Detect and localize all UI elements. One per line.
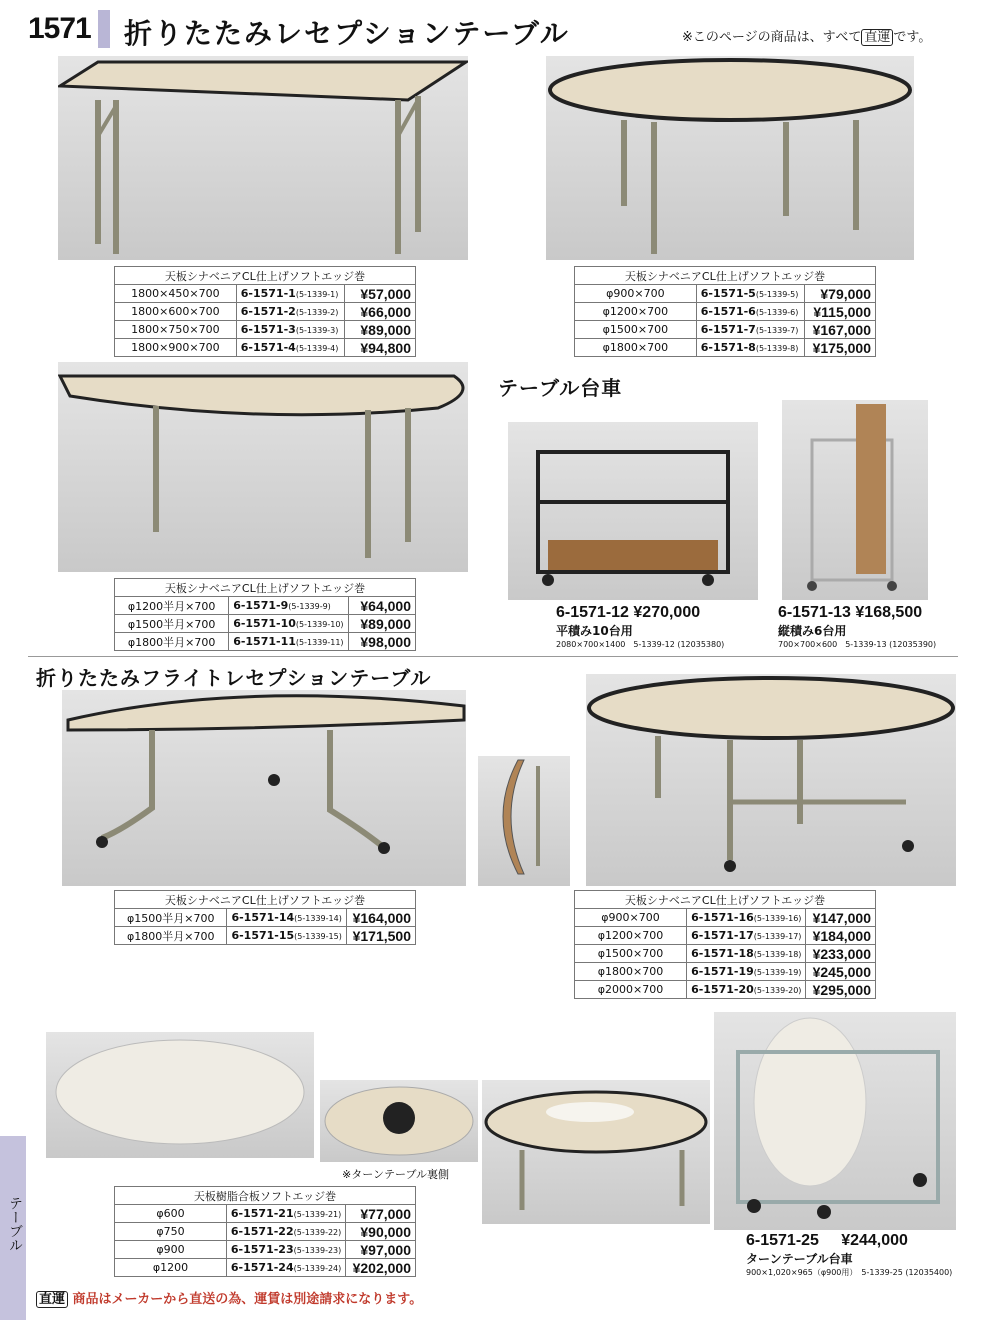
table-header: 天板シナベニアCL仕上げソフトエッジ巻 — [115, 579, 416, 597]
code: 6-1571-4 — [240, 341, 296, 354]
table-row — [575, 981, 876, 999]
price-cell: ¥64,000 — [348, 597, 415, 615]
table-row — [575, 321, 876, 339]
vertical-cart-label — [778, 604, 936, 650]
note-prefix: ※このページの商品は、すべて — [682, 30, 862, 45]
code-cell — [227, 927, 346, 945]
code-cell — [227, 909, 346, 927]
ref: (5-1339-10) — [295, 620, 344, 629]
table-row — [575, 927, 876, 945]
code: 6-1571-20 — [691, 983, 754, 996]
note-suffix: です。 — [893, 30, 932, 45]
cart-price: ¥244,000 — [841, 1232, 908, 1249]
cart-desc: 平積み10台用 — [556, 624, 633, 638]
half-spec-table — [114, 578, 416, 651]
ref: (5-1339-9) — [288, 602, 331, 611]
footer-note — [36, 1288, 422, 1307]
ref: (5-1339-3) — [295, 326, 339, 335]
code: 6-1571-2 — [240, 305, 296, 318]
price-cell: ¥79,000 — [804, 285, 875, 303]
price-cell: ¥167,000 — [804, 321, 875, 339]
code-cell — [226, 1223, 345, 1241]
size-cell: φ900×700 — [575, 909, 687, 927]
code: 6-1571-21 — [230, 1207, 294, 1220]
cart-spec: 700×700×600 5-1339-13 (12035390) — [778, 640, 937, 649]
code-cell — [226, 1205, 345, 1223]
table-row — [115, 1223, 416, 1241]
turntable-top-photo — [46, 1032, 314, 1158]
direct-shipping-note — [682, 26, 931, 45]
ref: (5-1339-22) — [293, 1228, 342, 1237]
price-cell: ¥115,000 — [804, 303, 875, 321]
size-cell: 1800×450×700 — [115, 285, 237, 303]
table-header: 天板シナベニアCL仕上げソフトエッジ巻 — [115, 267, 416, 285]
table-row — [115, 597, 416, 615]
code-cell — [696, 339, 804, 357]
ref: (5-1339-5) — [755, 290, 799, 299]
code-cell — [236, 303, 344, 321]
round-table-photo — [546, 56, 914, 260]
code-cell — [696, 321, 804, 339]
code-cell — [687, 945, 806, 963]
turntable-back-caption: ※ターンテーブル裏側 — [342, 1168, 450, 1181]
code-cell — [687, 963, 806, 981]
side-tab-label: テーブル — [7, 1196, 23, 1252]
ref: (5-1339-14) — [294, 914, 342, 923]
turntable-back-photo — [320, 1080, 478, 1162]
table-row — [115, 1205, 416, 1223]
round-spec-table — [574, 266, 876, 357]
size-cell: 1800×900×700 — [115, 339, 237, 357]
price-cell: ¥295,000 — [806, 981, 876, 999]
ref: (5-1339-17) — [753, 932, 802, 941]
code-cell — [236, 339, 344, 357]
table-row — [115, 339, 416, 357]
code-cell — [236, 285, 344, 303]
turntable-spec-table — [114, 1186, 416, 1277]
vertical-cart-photo — [782, 400, 928, 600]
code: 6-1571-18 — [691, 947, 754, 960]
page-number: 1571 — [28, 12, 91, 45]
code-cell — [226, 1241, 345, 1259]
turntable-on-table-photo — [482, 1080, 710, 1224]
table-row — [115, 633, 416, 651]
ref: (5-1339-24) — [293, 1264, 342, 1273]
table-header: 天板樹脂合板ソフトエッジ巻 — [115, 1187, 416, 1205]
price-cell: ¥202,000 — [346, 1259, 416, 1277]
cart-code: 6-1571-25 — [746, 1232, 819, 1249]
code: 6-1571-5 — [700, 287, 756, 300]
code-cell — [229, 633, 348, 651]
page-number-bar — [98, 10, 110, 48]
code: 6-1571-10 — [233, 617, 296, 630]
code: 6-1571-23 — [230, 1243, 294, 1256]
category-side-tab — [0, 1136, 26, 1320]
flat-cart-photo — [508, 422, 758, 600]
cart-section-title: テーブル台車 — [498, 376, 623, 400]
size-cell: φ1500×700 — [575, 321, 697, 339]
table-row — [115, 615, 416, 633]
code: 6-1571-16 — [691, 911, 754, 924]
price-cell: ¥175,000 — [804, 339, 875, 357]
footer-text: 商品はメーカーから直送の為、運賃は別途請求になります。 — [72, 1292, 423, 1307]
table-row — [575, 963, 876, 981]
size-cell: φ1500×700 — [575, 945, 687, 963]
flight-half-spec-table — [114, 890, 416, 945]
ref: (5-1339-6) — [755, 308, 799, 317]
ref: (5-1339-2) — [295, 308, 339, 317]
folded-table-photo — [478, 756, 570, 886]
code-cell — [226, 1259, 345, 1277]
flight-half-table-photo — [62, 690, 466, 886]
table-row — [575, 339, 876, 357]
code-cell — [687, 927, 806, 945]
flat-cart-label — [556, 604, 724, 650]
table-header: 天板シナベニアCL仕上げソフトエッジ巻 — [575, 267, 876, 285]
code: 6-1571-8 — [700, 341, 756, 354]
ref: (5-1339-16) — [753, 914, 802, 923]
ref: (5-1339-20) — [753, 986, 802, 995]
turn-cart-label — [746, 1232, 952, 1278]
table-row — [115, 285, 416, 303]
cart-spec: 2080×700×1400 5-1339-12 (12035380) — [556, 640, 725, 649]
table-row — [115, 909, 416, 927]
table-row — [575, 285, 876, 303]
code: 6-1571-3 — [240, 323, 296, 336]
table-row — [575, 945, 876, 963]
price-cell: ¥147,000 — [806, 909, 876, 927]
price-cell: ¥171,500 — [346, 927, 415, 945]
code: 6-1571-14 — [231, 911, 295, 924]
rect-spec-table — [114, 266, 416, 357]
code: 6-1571-22 — [230, 1225, 294, 1238]
price-cell: ¥66,000 — [344, 303, 415, 321]
size-cell: φ1800半月×700 — [115, 927, 227, 945]
turntable-cart-photo — [714, 1012, 956, 1230]
code: 6-1571-7 — [700, 323, 756, 336]
price-cell: ¥89,000 — [348, 615, 415, 633]
size-cell: φ2000×700 — [575, 981, 687, 999]
cart-desc: 縦積み6台用 — [778, 624, 847, 638]
price-cell: ¥97,000 — [346, 1241, 416, 1259]
table-row — [115, 321, 416, 339]
size-cell: φ900×700 — [575, 285, 697, 303]
price-cell: ¥164,000 — [346, 909, 415, 927]
ref: (5-1339-15) — [294, 932, 342, 941]
size-cell: φ1200半月×700 — [115, 597, 229, 615]
direct-shipping-badge: 直運 — [36, 1291, 68, 1308]
ref: (5-1339-23) — [293, 1246, 342, 1255]
code-cell — [229, 615, 348, 633]
price-cell: ¥77,000 — [346, 1205, 416, 1223]
code: 6-1571-17 — [691, 929, 754, 942]
size-cell: 1800×600×700 — [115, 303, 237, 321]
ref: (5-1339-4) — [295, 344, 339, 353]
code: 6-1571-6 — [700, 305, 756, 318]
code-cell — [687, 909, 806, 927]
table-row — [115, 1259, 416, 1277]
price-cell: ¥98,000 — [348, 633, 415, 651]
code-cell — [236, 321, 344, 339]
ref: (5-1339-1) — [295, 290, 339, 299]
size-cell: φ1800×700 — [575, 963, 687, 981]
price-cell: ¥57,000 — [344, 285, 415, 303]
price-cell: ¥245,000 — [806, 963, 876, 981]
size-cell: φ1800半月×700 — [115, 633, 229, 651]
section-divider — [28, 656, 958, 657]
table-header: 天板シナベニアCL仕上げソフトエッジ巻 — [115, 891, 416, 909]
cart-code-price: 6-1571-12 ¥270,000 — [556, 604, 701, 621]
size-cell: φ900 — [115, 1241, 227, 1259]
size-cell: φ750 — [115, 1223, 227, 1241]
size-cell: φ1500半月×700 — [115, 615, 229, 633]
code-cell — [696, 285, 804, 303]
ref: (5-1339-18) — [753, 950, 802, 959]
size-cell: φ1200×700 — [575, 927, 687, 945]
cart-desc: ターンテーブル台車 — [746, 1252, 853, 1266]
table-row — [575, 909, 876, 927]
price-cell: ¥233,000 — [806, 945, 876, 963]
flight-round-spec-table — [574, 890, 876, 999]
price-cell: ¥184,000 — [806, 927, 876, 945]
ref: (5-1339-11) — [295, 638, 344, 647]
ref: (5-1339-8) — [755, 344, 799, 353]
table-row — [115, 303, 416, 321]
table-row — [115, 927, 416, 945]
flight-section-title: 折りたたみフライトレセプションテーブル — [36, 666, 432, 690]
code-cell — [229, 597, 348, 615]
size-cell: φ1200×700 — [575, 303, 697, 321]
page-title: 折りたたみレセプションテーブル — [124, 17, 570, 50]
code: 6-1571-19 — [691, 965, 754, 978]
price-cell: ¥90,000 — [346, 1223, 416, 1241]
code-cell — [696, 303, 804, 321]
size-cell: 1800×750×700 — [115, 321, 237, 339]
ref: (5-1339-7) — [755, 326, 799, 335]
code: 6-1571-9 — [233, 599, 289, 612]
code: 6-1571-11 — [233, 635, 296, 648]
table-header: 天板シナベニアCL仕上げソフトエッジ巻 — [575, 891, 876, 909]
code: 6-1571-24 — [230, 1261, 294, 1274]
ref: (5-1339-21) — [293, 1210, 342, 1219]
rect-table-photo — [58, 56, 468, 260]
price-cell: ¥94,800 — [344, 339, 415, 357]
ref: (5-1339-19) — [753, 968, 802, 977]
code-cell — [687, 981, 806, 999]
code: 6-1571-1 — [240, 287, 296, 300]
table-row — [115, 1241, 416, 1259]
size-cell: φ600 — [115, 1205, 227, 1223]
price-cell: ¥89,000 — [344, 321, 415, 339]
size-cell: φ1800×700 — [575, 339, 697, 357]
half-table-photo — [58, 362, 468, 572]
direct-shipping-badge: 直運 — [861, 29, 893, 46]
code: 6-1571-15 — [231, 929, 295, 942]
flight-round-table-photo — [586, 674, 956, 886]
cart-code-price: 6-1571-13 ¥168,500 — [778, 604, 923, 621]
size-cell: φ1200 — [115, 1259, 227, 1277]
size-cell: φ1500半月×700 — [115, 909, 227, 927]
cart-spec: 900×1,020×965（φ900用） 5-1339-25 (12035400) — [746, 1268, 953, 1277]
table-row — [575, 303, 876, 321]
